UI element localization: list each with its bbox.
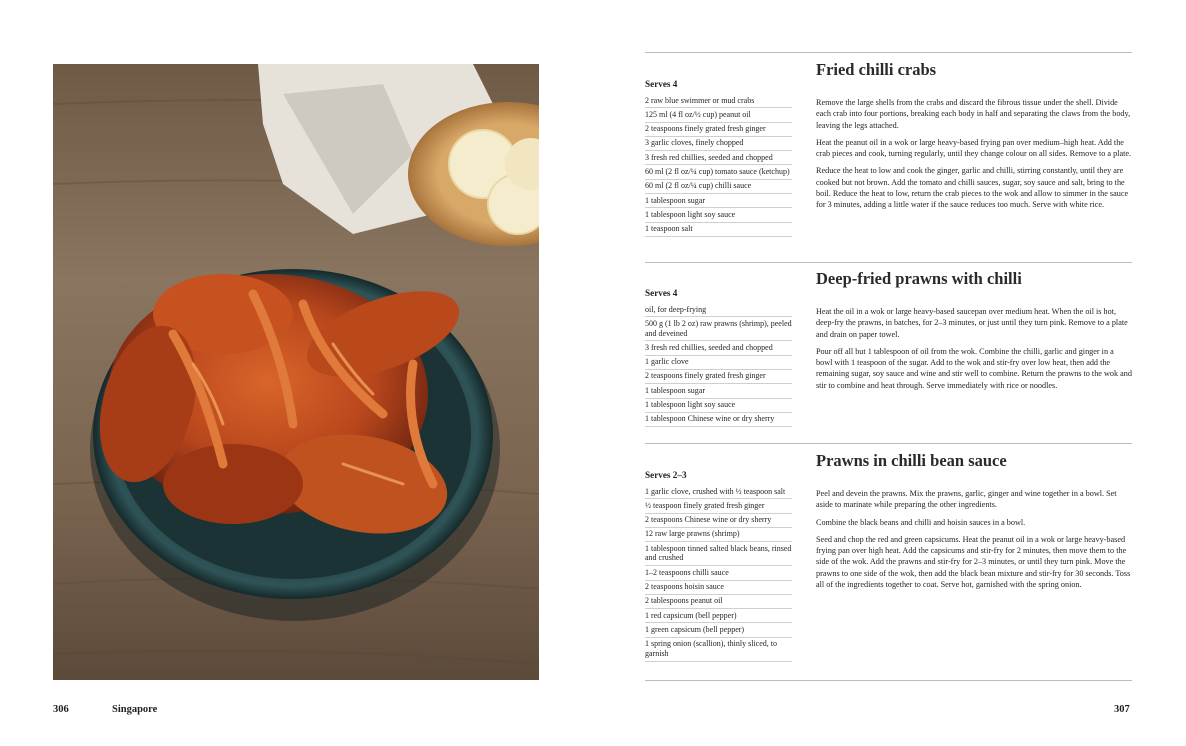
ingredient-item: 1 tablespoon light soy sauce [645, 208, 792, 222]
ingredient-item: 60 ml (2 fl oz/¼ cup) tomato sauce (ketchup) [645, 165, 792, 179]
ingredient-item: 1 tablespoon sugar [645, 384, 792, 398]
method-text [816, 306, 1132, 397]
ingredient-item: 1 tablespoon light soy sauce [645, 399, 792, 413]
ingredient-item: 500 g (1 lb 2 oz) raw prawns (shrimp), peeled and deveined [645, 317, 792, 341]
divider [645, 443, 1132, 444]
ingredient-item: 3 fresh red chillies, seeded and chopped [645, 151, 792, 165]
ingredient-item: 1 tablespoon Chinese wine or dry sherry [645, 413, 792, 427]
ingredient-item: 1 teaspoon salt [645, 223, 792, 237]
method-paragraph: Remove the large shells from the crabs and discard the fibrous tissue under the shell. Divide each crab into four portions, breaking each body in half and separating the claws from the body, leaving the legs attached. [816, 98, 1131, 130]
recipe-title: Fried chilli crabs [816, 60, 937, 79]
ingredient-item: 1 green capsicum (bell pepper) [645, 623, 792, 637]
ingredient-item: oil, for deep-frying [645, 303, 792, 317]
recipe-title: Deep-fried prawns with chilli [816, 269, 1022, 288]
divider [645, 262, 1132, 263]
ingredient-item: 1 tablespoon tinned salted black beans, rinsed and crushed [645, 542, 792, 566]
ingredient-item: 1 red capsicum (bell pepper) [645, 609, 792, 623]
method-paragraph: Heat the oil in a wok or large heavy-based saucepan over medium heat. When the oil is hot, deep-fry the prawns, in batches, for 2–3 minutes, or just until they turn pink. Remove to a plate and drain on paper towel. [816, 307, 1128, 339]
divider [645, 680, 1132, 681]
method-paragraph: Seed and chop the red and green capsicums. Heat the peanut oil in a wok or large heavy-based frying pan over high heat. Add the capsicums and stir-fry for 2 minutes, then move them to the side of the wok. Add the prawns and stir-fry for 2–3 minutes, or until they turn pink. Move the prawns to one side of the wok, then add the black bean mixture and stir-fry for 30 seconds. Toss all of the ingredients together to coat. Serve hot, garnished with the spring onion. [816, 534, 1131, 590]
serves-label: Serves 2–3 [645, 470, 687, 480]
ingredient-item: 2 raw blue swimmer or mud crabs [645, 94, 792, 108]
ingredient-item: 2 tablespoons peanut oil [645, 595, 792, 609]
serves-label: Serves 4 [645, 288, 678, 298]
method-paragraph: Combine the black beans and chilli and hoisin sauces in a bowl. [816, 517, 1026, 527]
ingredient-item: 1 tablespoon sugar [645, 194, 792, 208]
method-paragraph: Heat the peanut oil in a wok or large heavy-based frying pan over medium–high heat. Add the crab pieces and cook, turning regularly, until they change colour on all sides. Remove to a plate. [816, 137, 1132, 159]
ingredient-item: 60 ml (2 fl oz/¼ cup) chilli sauce [645, 180, 792, 194]
ingredient-item: 125 ml (4 fl oz/½ cup) peanut oil [645, 108, 792, 122]
ingredient-item: ½ teaspoon finely grated fresh ginger [645, 499, 792, 513]
page-number-left: 306 [53, 704, 69, 715]
ingredient-list [645, 303, 792, 427]
ingredient-item: 1 garlic clove [645, 356, 792, 370]
ingredient-item: 1–2 teaspoons chilli sauce [645, 566, 792, 580]
food-photo [53, 64, 539, 680]
serves-label: Serves 4 [645, 79, 678, 89]
ingredient-item: 12 raw large prawns (shrimp) [645, 528, 792, 542]
divider [645, 52, 1132, 53]
ingredient-item: 1 spring onion (scallion), thinly sliced, to garnish [645, 638, 792, 662]
ingredient-list [645, 94, 792, 237]
ingredient-item: 3 fresh red chillies, seeded and chopped [645, 341, 792, 355]
section-title: Singapore [112, 704, 158, 715]
ingredient-item: 3 garlic cloves, finely chopped [645, 137, 792, 151]
method-paragraph: Reduce the heat to low and cook the ginger, garlic and chilli, stirring constantly, until they are cooked but not brown. Add the tomato and chilli sauces, sugar, soy sauce and salt, bring to the boil. Reduce the heat to low, return the crab pieces to the wok and allow to simmer in the sauce for 3 minutes, adding a little water if the sauce reduces too much. Serve with white rice. [816, 166, 1129, 210]
page-number-right: 307 [1114, 704, 1130, 715]
method-text [816, 488, 1132, 596]
method-paragraph: Peel and devein the prawns. Mix the prawns, garlic, ginger and wine together in a bowl. Set aside to marinate while preparing the other ingredients. [816, 489, 1117, 510]
ingredient-item: 2 teaspoons hoisin sauce [645, 581, 792, 595]
ingredient-item: 1 garlic clove, crushed with ½ teaspoon salt [645, 485, 792, 499]
method-text [816, 97, 1132, 217]
ingredient-list [645, 485, 792, 662]
ingredient-item: 2 teaspoons Chinese wine or dry sherry [645, 514, 792, 528]
ingredient-item: 2 teaspoons finely grated fresh ginger [645, 123, 792, 137]
recipe-title: Prawns in chilli bean sauce [816, 451, 1007, 470]
method-paragraph: Pour off all but 1 tablespoon of oil from the wok. Combine the chilli, garlic and ginger in a bowl with 1 teaspoon of the sugar. Add to the wok and stir-fry over low heat, then add the remaining sugar, soy sauce and wine and stir well to combine. Return the prawns to the wok and stir to combine and heat through. Serve immediately with rice or noodles. [816, 346, 1132, 390]
ingredient-item: 2 teaspoons finely grated fresh ginger [645, 370, 792, 384]
crab-dish-icon [53, 64, 539, 680]
